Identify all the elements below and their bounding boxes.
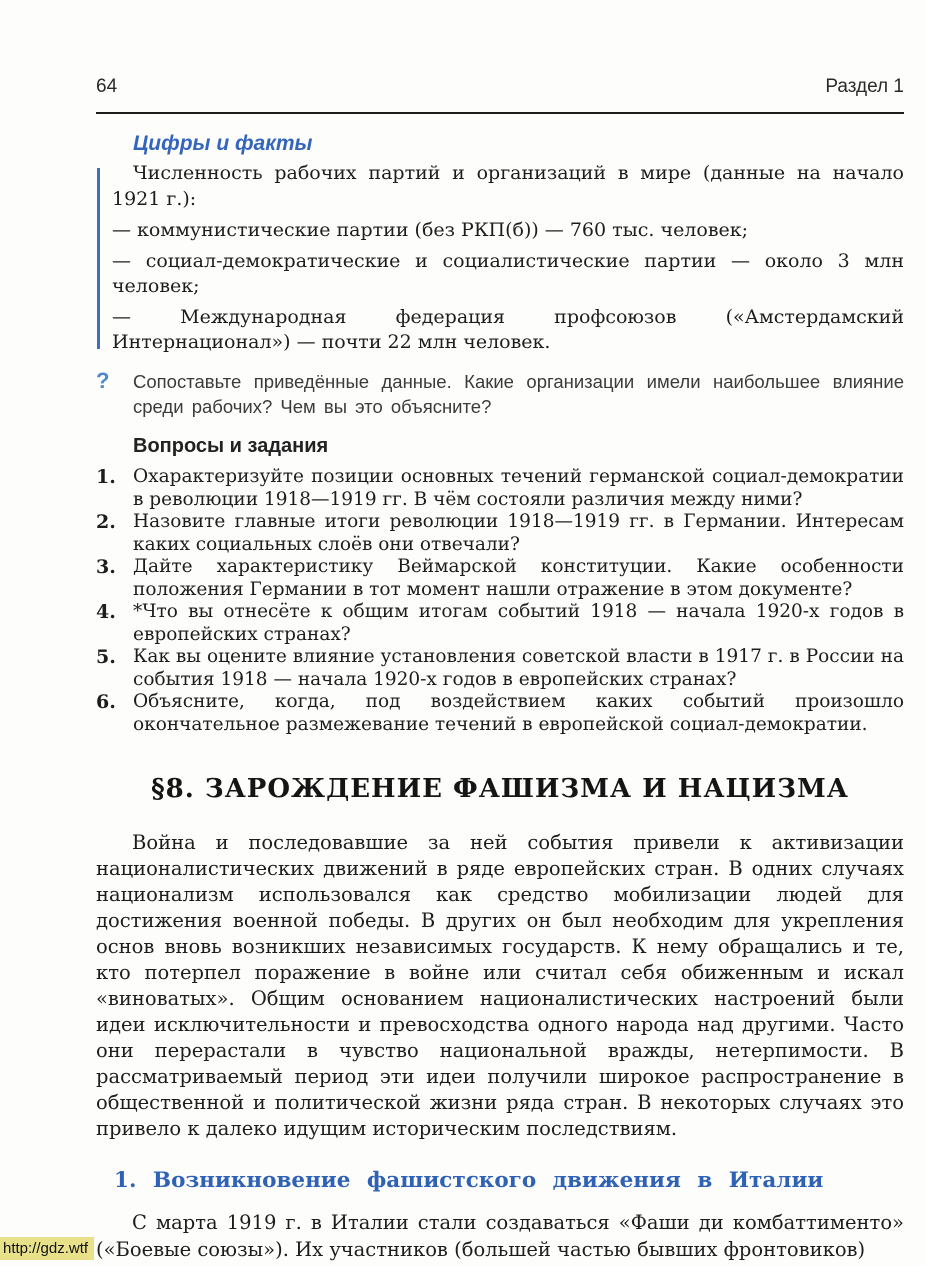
task-text: Объясните, когда, под воздействием каких событий произошло окончательное размежевание течений в европейской социал-демократии.	[133, 691, 904, 735]
subsection-paragraph: С марта 1919 г. в Италии стали создаваться «Фаши ди комбаттименто» («Боевые союзы»). Их участников (большей частью бывших фронтовиков)	[96, 1211, 904, 1261]
chapter-heading: §8. ЗАРОЖДЕНИЕ ФАШИЗМА И НАЦИЗМА	[151, 774, 849, 804]
task-item	[96, 556, 904, 601]
tasks-heading: Вопросы и задания	[133, 435, 329, 457]
tasks-list	[96, 466, 904, 736]
page-number: 64	[96, 76, 118, 97]
task-text: Дайте характеристику Веймарской конституции. Какие особенности положения Германии в тот момент нашли отражение в этом документе?	[133, 556, 904, 600]
task-number: 5.	[96, 646, 116, 668]
page-header	[96, 76, 904, 98]
task-item	[96, 511, 904, 556]
question-block	[96, 369, 904, 419]
facts-block	[96, 160, 904, 355]
task-number: 3.	[96, 556, 116, 578]
task-text: Охарактеризуйте позиции основных течений германской социал-демократии в революции 1918—1919 гг. В чём состояли различия между ними?	[133, 466, 904, 510]
task-text: Как вы оцените влияние установления советской власти в 1917 г. в России на события 1918 — начала 1920-х годов в европейских странах?	[133, 646, 904, 690]
subsection-heading: 1. Возникновение фашистского движения в Италии	[114, 1168, 824, 1193]
watermark-link[interactable]: http://gdz.wtf	[0, 1237, 94, 1260]
facts-sidebar-rule	[97, 168, 100, 349]
chapter-paragraph: Война и последовавшие за ней события привели к активизации националистических движений в ряде европейских стран. В одних случаях национализм использовался как средство мобилизации людей для достижения военной победы. В других он был необходим для укрепления основ вновь возникших независимых государств. К нему обращались и те, кто потерпел поражение в войне или считал себя обиженным и искал «виноватых». Общим основанием националистических настроений были идеи исключительности и превосходства одного народа над другими. Часто они перерастали в чувство национальной вражды, нетерпимости. В рассматриваемый период эти идеи получили широкое распространение в общественной и политической жизни ряда стран. В некоторых случаях это привело к далеко идущим историческим последствиям.	[96, 831, 904, 1140]
task-number: 2.	[96, 511, 116, 533]
task-number: 4.	[96, 601, 116, 623]
facts-item: — социал-демократические и социалистические партии — около 3 млн человек;	[112, 250, 904, 297]
question-text: Сопоставьте приведённые данные. Какие организации имели наибольшее влияние среди рабочих? Чем вы это объясните?	[133, 371, 904, 417]
facts-heading: Цифры и факты	[133, 132, 313, 155]
task-number: 1.	[96, 466, 116, 488]
section-label: Раздел 1	[825, 76, 904, 97]
task-number: 6.	[96, 691, 116, 713]
facts-item: — Международная федерация профсоюзов («Амстердамский Интернационал») — почти 22 млн человек.	[112, 306, 904, 353]
task-text: Назовите главные итоги революции 1918—1919 гг. в Германии. Интересам каких социальных слоёв они отвечали?	[133, 511, 904, 555]
task-item	[96, 691, 904, 736]
header-rule	[96, 112, 904, 114]
task-text: *Что вы отнесёте к общим итогам событий 1918 — начала 1920-х годов в европейских странах?	[133, 601, 904, 645]
task-item	[96, 466, 904, 511]
facts-item: — коммунистические партии (без РКП(б)) — 760 тыс. человек;	[112, 219, 749, 241]
task-item	[96, 601, 904, 646]
question-mark-icon: ?	[96, 368, 110, 393]
facts-intro: Численность рабочих партий и организаций в мире (данные на начало 1921 г.):	[112, 162, 904, 210]
task-item	[96, 646, 904, 691]
